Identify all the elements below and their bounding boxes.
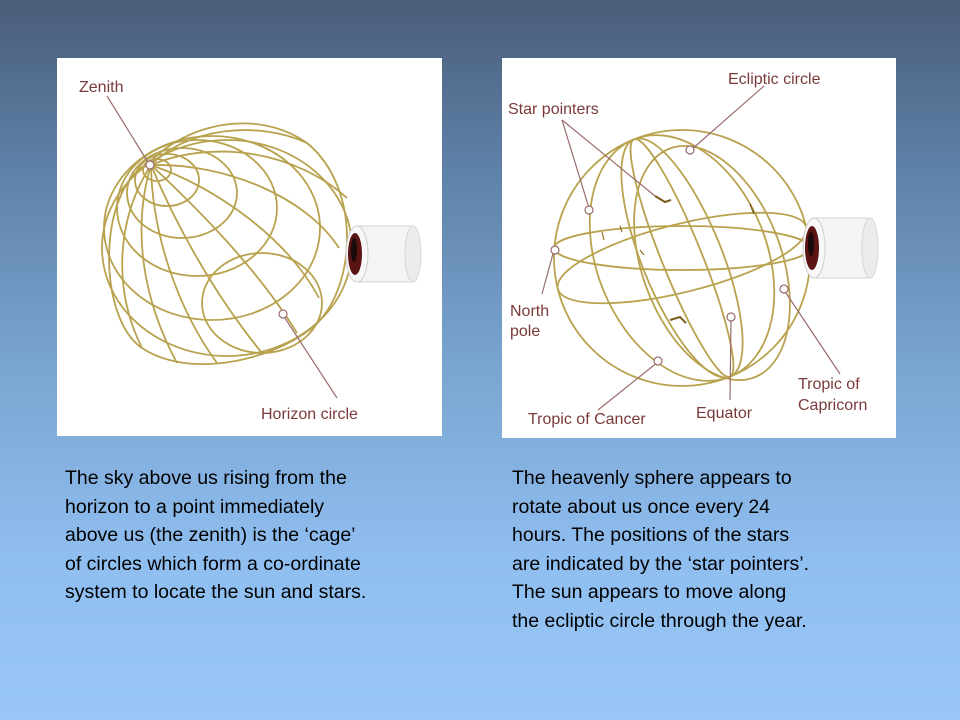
zenith-label: Zenith bbox=[79, 79, 124, 96]
zenith-leader bbox=[107, 96, 149, 164]
tropic-of-capricorn-label-line2: Capricorn bbox=[798, 397, 868, 414]
zenith-dome-drawing bbox=[57, 58, 442, 436]
right-caption: The heavenly sphere appears to rotate about us once every 24 hours. The positions of the stars are indicated by the ‘star pointers’. The sun appears to move along the ecliptic circle through the year. bbox=[512, 467, 809, 632]
heavenly-sphere-drawing bbox=[502, 58, 896, 438]
tropic-of-cancer-label: Tropic of Cancer bbox=[528, 411, 646, 428]
zenith-dome-diagram bbox=[57, 58, 442, 436]
dome-grid bbox=[102, 123, 352, 364]
left-caption: The sky above us rising from the horizon to a point immediately above us (the zenith) is the ‘cage’ of circles which form a co-ordinate system to locate the sun and stars. bbox=[65, 467, 367, 603]
star-pointers-label: Star pointers bbox=[508, 101, 599, 118]
ecliptic-circle-label: Ecliptic circle bbox=[728, 71, 821, 88]
north-pole-label-line2: pole bbox=[510, 323, 541, 340]
tropic-of-capricorn-label-line1: Tropic of bbox=[798, 376, 860, 393]
north-pole-label-line1: North bbox=[510, 303, 550, 320]
horizon-marker bbox=[279, 310, 287, 318]
horizon-leader bbox=[283, 315, 337, 398]
leader-lines bbox=[542, 86, 840, 410]
heavenly-sphere-diagram bbox=[502, 58, 896, 438]
equator-label: Equator bbox=[696, 405, 753, 422]
zenith-marker bbox=[146, 161, 154, 169]
viewer-eyepiece bbox=[346, 226, 421, 282]
sphere-grid bbox=[550, 107, 820, 408]
viewer-eyepiece bbox=[803, 218, 878, 278]
horizon-circle-label: Horizon circle bbox=[261, 406, 358, 423]
